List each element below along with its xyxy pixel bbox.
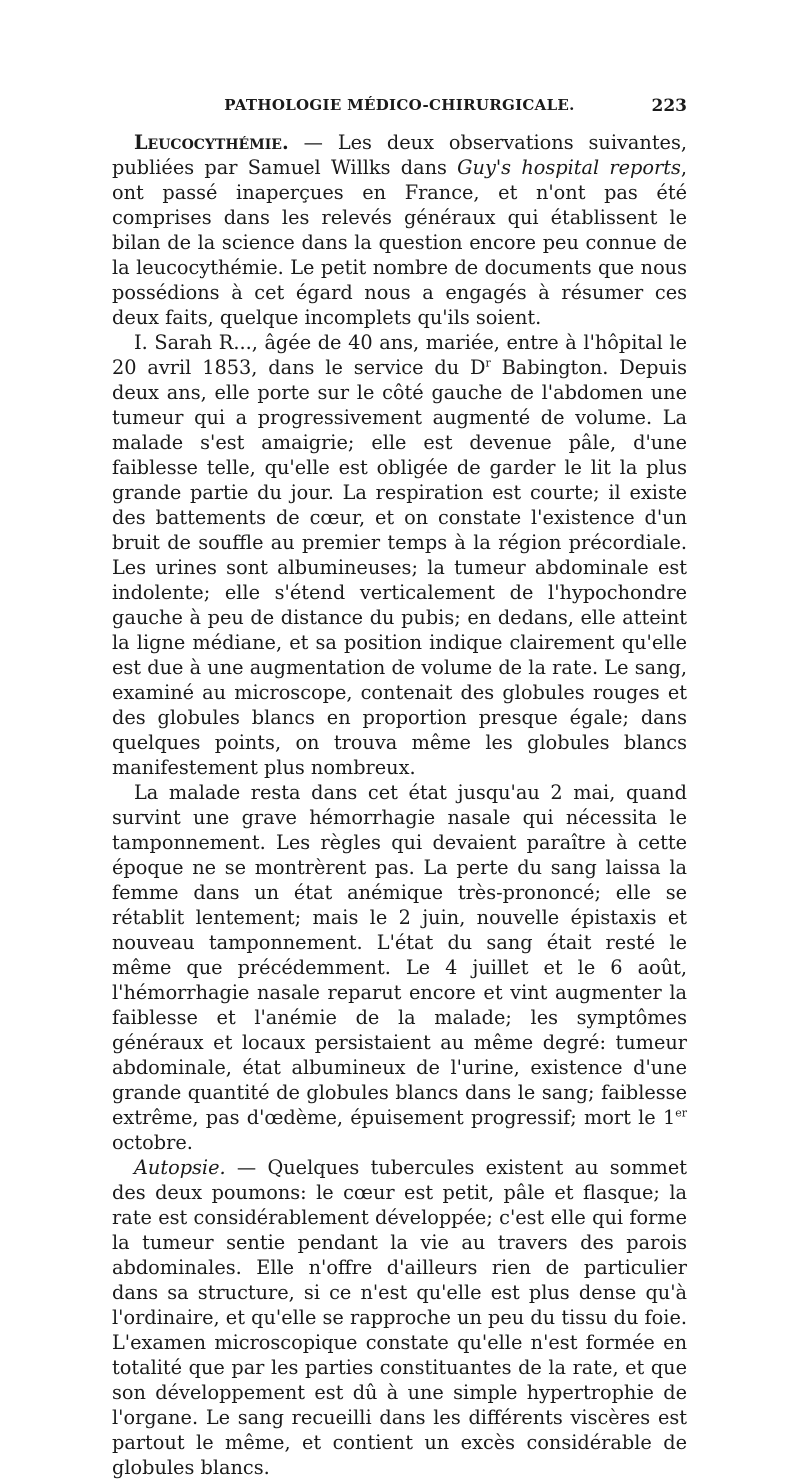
paragraph-text: — Les deux observations suivantes, publiées par Samuel Willks dans bbox=[112, 131, 687, 179]
journal-title: Guy's hospital reports bbox=[457, 156, 681, 179]
paragraph-text: , ont passé inaperçues en France, et n'ont pas été comprises dans les relevés généraux qui établissent le bilan de la science dans la question encore peu connue de la leucocythémie. Le petit nombre de documents que nous possédions à cet égard nous a engagés à résumer ces deux faits, quelque incomplets qu'ils soient. bbox=[112, 156, 687, 329]
book-page bbox=[112, 96, 687, 1480]
paragraph-text: octobre. bbox=[112, 1131, 193, 1154]
paragraph-text: Babington. Depuis deux ans, elle porte sur le côté gauche de l'abdomen une tumeur qui a progressivement augmenté de volume. La malade s'est amaigrie; elle est devenue pâle, d'une faiblesse telle, qu'elle est obligée de garder le lit la plus grande partie du jour. La respiration est courte; il existe des battements de cœur, et on constate l'existence d'un bruit de souffle au premier temps à la région précordiale. Les urines sont albumineuses; la tumeur abdominale est indolente; elle s'étend verticalement de l'hypochondre gauche à peu de distance du pubis; en dedans, elle atteint la ligne médiane, et sa position indique clairement qu'elle est due à une augmentation de volume de la rate. Le sang, examiné au microscope, contenait des globules rouges et des globules blancs en proportion presque égale; dans quelques points, on trouva même les globules blancs manifestement plus nombreux. bbox=[112, 356, 687, 779]
autopsy-label: Autopsie. bbox=[134, 1156, 226, 1179]
paragraph-text: — Quelques tubercules existent au sommet des deux poumons: le cœur est petit, pâle et flasque; la rate est considérablement développée; c'est elle qui forme la tumeur sentie pendant la vie au travers des parois abdominales. Elle n'offre d'ailleurs rien de particulier dans sa structure, si ce n'est qu'elle est plus dense qu'à l'ordinaire, et qu'elle se rapproche un peu du tissu du foie. L'examen microscopique constate qu'elle n'est formée en totalité que par les parties constituantes de la rate, et que son développement est dû à une simple hypertrophie de l'organe. Le sang recueilli dans les différents viscères est partout le même, et contient un excès considérable de globules blancs. bbox=[112, 1156, 687, 1479]
paragraph-course bbox=[112, 780, 687, 1155]
paragraph-text: I. Sarah R..., âgée de 40 ans, mariée, entre à l'hôpital le 20 avril 1853, dans le service du D bbox=[112, 331, 687, 379]
paragraph-autopsy bbox=[112, 1155, 687, 1480]
paragraph-intro bbox=[112, 130, 687, 330]
superscript: er bbox=[675, 1106, 687, 1120]
superscript: r bbox=[485, 356, 491, 370]
running-title: PATHOLOGIE MÉDICO-CHIRURGICALE. bbox=[224, 96, 575, 114]
page-header bbox=[112, 96, 687, 118]
paragraph-text: La malade resta dans cet état jusqu'au 2 mai, quand survint une grave hémorrhagie nasale qui nécessita le tamponnement. Les règles qui devaient paraître à cette époque ne se montrèrent pas. La perte du sang laissa la femme dans un état anémique très-prononcé; elle se rétablit lentement; mais le 2 juin, nouvelle épistaxis et nouveau tamponnement. L'état du sang était resté le même que précédemment. Le 4 juillet et le 6 août, l'hémorrhagie nasale reparut encore et vint augmenter la faiblesse et l'anémie de la malade; les symptômes généraux et locaux persistaient au même degré: tumeur abdominale, état albumineux de l'urine, existence d'une grande quantité de globules blancs dans le sang; faiblesse extrême, pas d'œdème, épuisement progressif; mort le 1 bbox=[112, 781, 687, 1129]
body-text bbox=[112, 130, 687, 1480]
section-title: Leucocythémie. bbox=[134, 131, 289, 154]
page-number: 223 bbox=[651, 96, 687, 116]
paragraph-observation-1 bbox=[112, 330, 687, 780]
